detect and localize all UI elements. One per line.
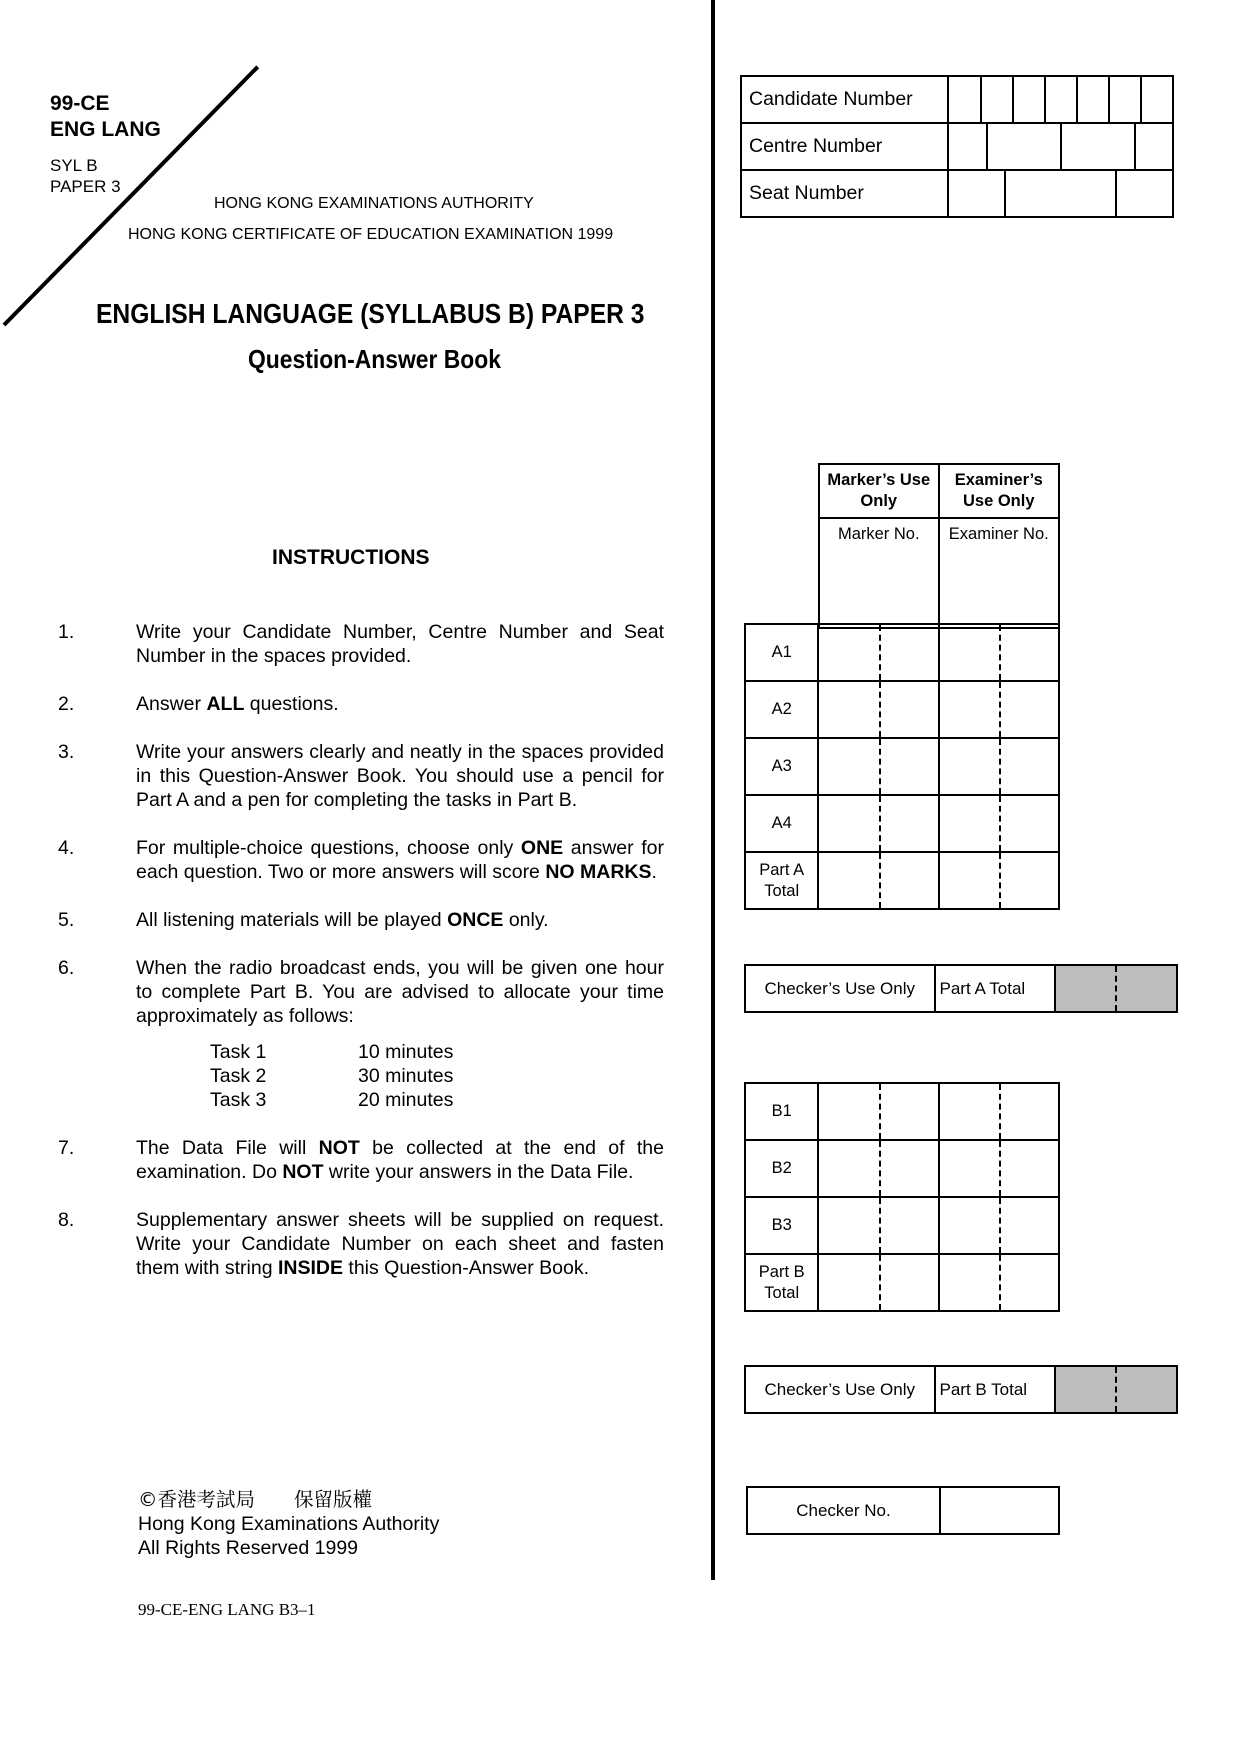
paper-code-year: 99-CE — [50, 92, 110, 115]
checker-no-label: Checker No. — [747, 1487, 940, 1534]
instruction-item — [58, 956, 678, 1112]
marks-row — [745, 681, 1059, 738]
task-name: Task 2 — [210, 1065, 267, 1087]
task-name: Task 1 — [210, 1041, 267, 1063]
centre-number-cell[interactable] — [1061, 124, 1135, 169]
candidate-number-cell[interactable] — [1141, 76, 1173, 123]
score-divider — [879, 1198, 881, 1253]
examiner-no-label: Examiner No. — [948, 525, 1049, 543]
seat-number-cell[interactable] — [1116, 171, 1172, 216]
part-b-total-cell[interactable] — [1055, 1366, 1116, 1413]
marks-row — [745, 1140, 1059, 1197]
score-divider — [999, 1141, 1001, 1196]
instruction-text: Write your answers clearly and neatly in the spaces provided in this Question-Answer Book. You should use a pencil for Part A and a pen for completing the tasks in Part B. — [136, 741, 664, 811]
checker-use-only-label: Checker’s Use Only — [745, 1366, 935, 1413]
marker-score-cell[interactable] — [818, 1254, 938, 1311]
score-divider — [999, 625, 1001, 680]
marker-no-label: Marker No. — [837, 525, 920, 543]
part-a-total-cell[interactable] — [1055, 965, 1116, 1012]
instruction-item — [58, 1208, 678, 1280]
examiner-score-cell[interactable] — [939, 1254, 1059, 1311]
authority-name: HONG KONG EXAMINATIONS AUTHORITY — [214, 195, 534, 212]
centre-number-label: Centre Number — [741, 123, 948, 170]
part-b-marks-table — [744, 1082, 1060, 1312]
question-label: A4 — [745, 795, 818, 852]
instruction-number: 3. — [58, 741, 75, 763]
question-label: B1 — [745, 1083, 818, 1140]
examiner-score-cell[interactable] — [939, 1083, 1059, 1140]
checker-part-b-box — [744, 1365, 1178, 1414]
marks-row — [745, 1083, 1059, 1140]
centre-number-cell[interactable] — [1135, 124, 1172, 169]
instruction-number: 7. — [58, 1137, 75, 1159]
paper-code-subject: ENG LANG — [50, 118, 161, 141]
score-divider — [999, 853, 1001, 908]
marker-no-cell[interactable] — [819, 518, 939, 628]
score-divider — [879, 682, 881, 737]
instruction-item — [58, 836, 678, 884]
score-divider — [999, 739, 1001, 794]
centre-number-cells — [948, 123, 1173, 170]
marker-score-cell[interactable] — [818, 624, 938, 681]
part-b-total-cell[interactable] — [1116, 1366, 1177, 1413]
marker-examiner-header — [818, 463, 1060, 629]
checker-no-cell[interactable] — [940, 1487, 1059, 1534]
score-divider — [879, 1255, 881, 1310]
score-divider — [879, 796, 881, 851]
score-divider — [879, 625, 881, 680]
task-time-row — [210, 1064, 664, 1088]
examiner-score-cell[interactable] — [939, 795, 1059, 852]
marker-score-cell[interactable] — [818, 1140, 938, 1197]
centre-number-cell[interactable] — [949, 124, 986, 169]
seat-number-cell[interactable] — [1005, 171, 1116, 216]
marker-score-cell[interactable] — [818, 681, 938, 738]
score-divider — [879, 739, 881, 794]
marker-score-cell[interactable] — [818, 795, 938, 852]
marks-row — [745, 1254, 1059, 1311]
instruction-item — [58, 1136, 678, 1184]
instruction-item — [58, 740, 678, 812]
task-time-list — [210, 1040, 664, 1112]
copyright-line1: Hong Kong Examinations Authority — [138, 1513, 440, 1535]
question-label: Part A Total — [745, 852, 818, 909]
checker-use-only-label: Checker’s Use Only — [745, 965, 935, 1012]
examiner-score-cell[interactable] — [939, 1140, 1059, 1197]
question-label: Part B Total — [745, 1254, 818, 1311]
seat-number-label: Seat Number — [741, 170, 948, 217]
candidate-number-cell[interactable] — [1013, 76, 1045, 123]
marker-score-cell[interactable] — [818, 1197, 938, 1254]
examiner-score-cell[interactable] — [939, 624, 1059, 681]
candidate-info-box — [740, 75, 1174, 218]
score-divider — [999, 796, 1001, 851]
paper-title: ENGLISH LANGUAGE (SYLLABUS B) PAPER 3 — [96, 298, 645, 329]
instruction-number: 4. — [58, 837, 75, 859]
paper-code-paper: PAPER 3 — [50, 177, 121, 196]
score-divider — [999, 1084, 1001, 1139]
question-label: B3 — [745, 1197, 818, 1254]
instruction-text: All listening materials will be played ONCE only. — [136, 909, 549, 931]
seat-number-cells — [948, 170, 1173, 217]
marks-row — [745, 795, 1059, 852]
score-divider — [879, 1141, 881, 1196]
task-time: 20 minutes — [358, 1089, 454, 1111]
examiner-score-cell[interactable] — [939, 681, 1059, 738]
copyright-chinese: ©香港考試局 保留版權 — [138, 1488, 373, 1511]
task-time: 30 minutes — [358, 1065, 454, 1087]
instruction-text: When the radio broadcast ends, you will be given one hour to complete Part B. You are advised to allocate your time approximately as follows: Task 1 10 minutes Task 2 30 minutes Task 3 20 minutes — [136, 957, 664, 1111]
examiner-score-cell[interactable] — [939, 1197, 1059, 1254]
task-time: 10 minutes — [358, 1041, 454, 1063]
instruction-number: 6. — [58, 957, 75, 979]
part-b-total-label: Part B Total — [935, 1366, 1055, 1413]
score-divider — [879, 1084, 881, 1139]
paper-subtitle: Question-Answer Book — [248, 344, 501, 374]
score-divider — [999, 682, 1001, 737]
instruction-item — [58, 692, 678, 716]
marks-row — [745, 852, 1059, 909]
instruction-number: 2. — [58, 693, 75, 715]
part-a-total-label: Part A Total — [935, 965, 1055, 1012]
instructions-heading: INSTRUCTIONS — [272, 546, 430, 569]
instructions-list — [58, 620, 678, 1304]
page-divider — [711, 0, 715, 1580]
candidate-number-cell[interactable] — [1045, 76, 1077, 123]
task-time-row — [210, 1088, 664, 1112]
marks-row — [745, 1197, 1059, 1254]
instruction-text: For multiple-choice questions, choose only ONE answer for each question. Two or more answers will score NO MARKS. — [136, 837, 665, 883]
paper-code-syllabus: SYL B — [50, 156, 98, 175]
examiner-score-cell[interactable] — [939, 738, 1059, 795]
marker-score-cell[interactable] — [818, 1083, 938, 1140]
examiner-score-cell[interactable] — [939, 852, 1059, 909]
question-label: A3 — [745, 738, 818, 795]
marker-use-only-head: Marker’s Use Only — [819, 464, 939, 518]
instruction-number: 8. — [58, 1209, 75, 1231]
marks-row — [745, 624, 1059, 681]
question-label: A2 — [745, 681, 818, 738]
instruction-text: Answer ALL questions. — [136, 693, 339, 715]
centre-number-cell[interactable] — [987, 124, 1061, 169]
candidate-number-label: Candidate Number — [741, 76, 948, 123]
instruction-number: 1. — [58, 621, 75, 643]
marks-row — [745, 738, 1059, 795]
copyright-line2: All Rights Reserved 1999 — [138, 1537, 359, 1559]
score-divider — [999, 1255, 1001, 1310]
examiner-no-cell[interactable] — [939, 518, 1059, 628]
checker-part-a-box — [744, 964, 1178, 1013]
checker-no-box — [746, 1486, 1060, 1535]
part-a-marks-table — [744, 623, 1060, 910]
instruction-number: 5. — [58, 909, 75, 931]
seat-number-cell[interactable] — [949, 171, 1005, 216]
instruction-text: The Data File will NOT be collected at the end of the examination. Do NOT write your answers in the Data File. — [136, 1137, 664, 1183]
instruction-text: Write your Candidate Number, Centre Number and Seat Number in the spaces provided. — [136, 621, 664, 667]
exam-name: HONG KONG CERTIFICATE OF EDUCATION EXAMINATION 1999 — [128, 226, 614, 243]
marker-score-cell[interactable] — [818, 738, 938, 795]
examiner-use-only-head: Examiner’s Use Only — [939, 464, 1059, 518]
candidate-number-cell[interactable] — [1109, 76, 1141, 123]
instruction-text: Supplementary answer sheets will be supplied on request. Write your Candidate Number on each sheet and fasten them with string INSIDE this Question-Answer Book. — [136, 1209, 664, 1279]
instruction-item — [58, 908, 678, 932]
part-a-total-cell[interactable] — [1116, 965, 1177, 1012]
instruction-item — [58, 620, 678, 668]
candidate-number-cell[interactable] — [981, 76, 1013, 123]
score-divider — [879, 853, 881, 908]
question-label: B2 — [745, 1140, 818, 1197]
task-time-row — [210, 1040, 664, 1064]
candidate-number-cell[interactable] — [1077, 76, 1109, 123]
copyright-block — [138, 1488, 439, 1560]
marker-score-cell[interactable] — [818, 852, 938, 909]
task-name: Task 3 — [210, 1089, 267, 1111]
question-label: A1 — [745, 624, 818, 681]
candidate-number-cell[interactable] — [948, 76, 980, 123]
score-divider — [999, 1198, 1001, 1253]
footer-page-code: 99-CE-ENG LANG B3–1 — [138, 1600, 316, 1619]
